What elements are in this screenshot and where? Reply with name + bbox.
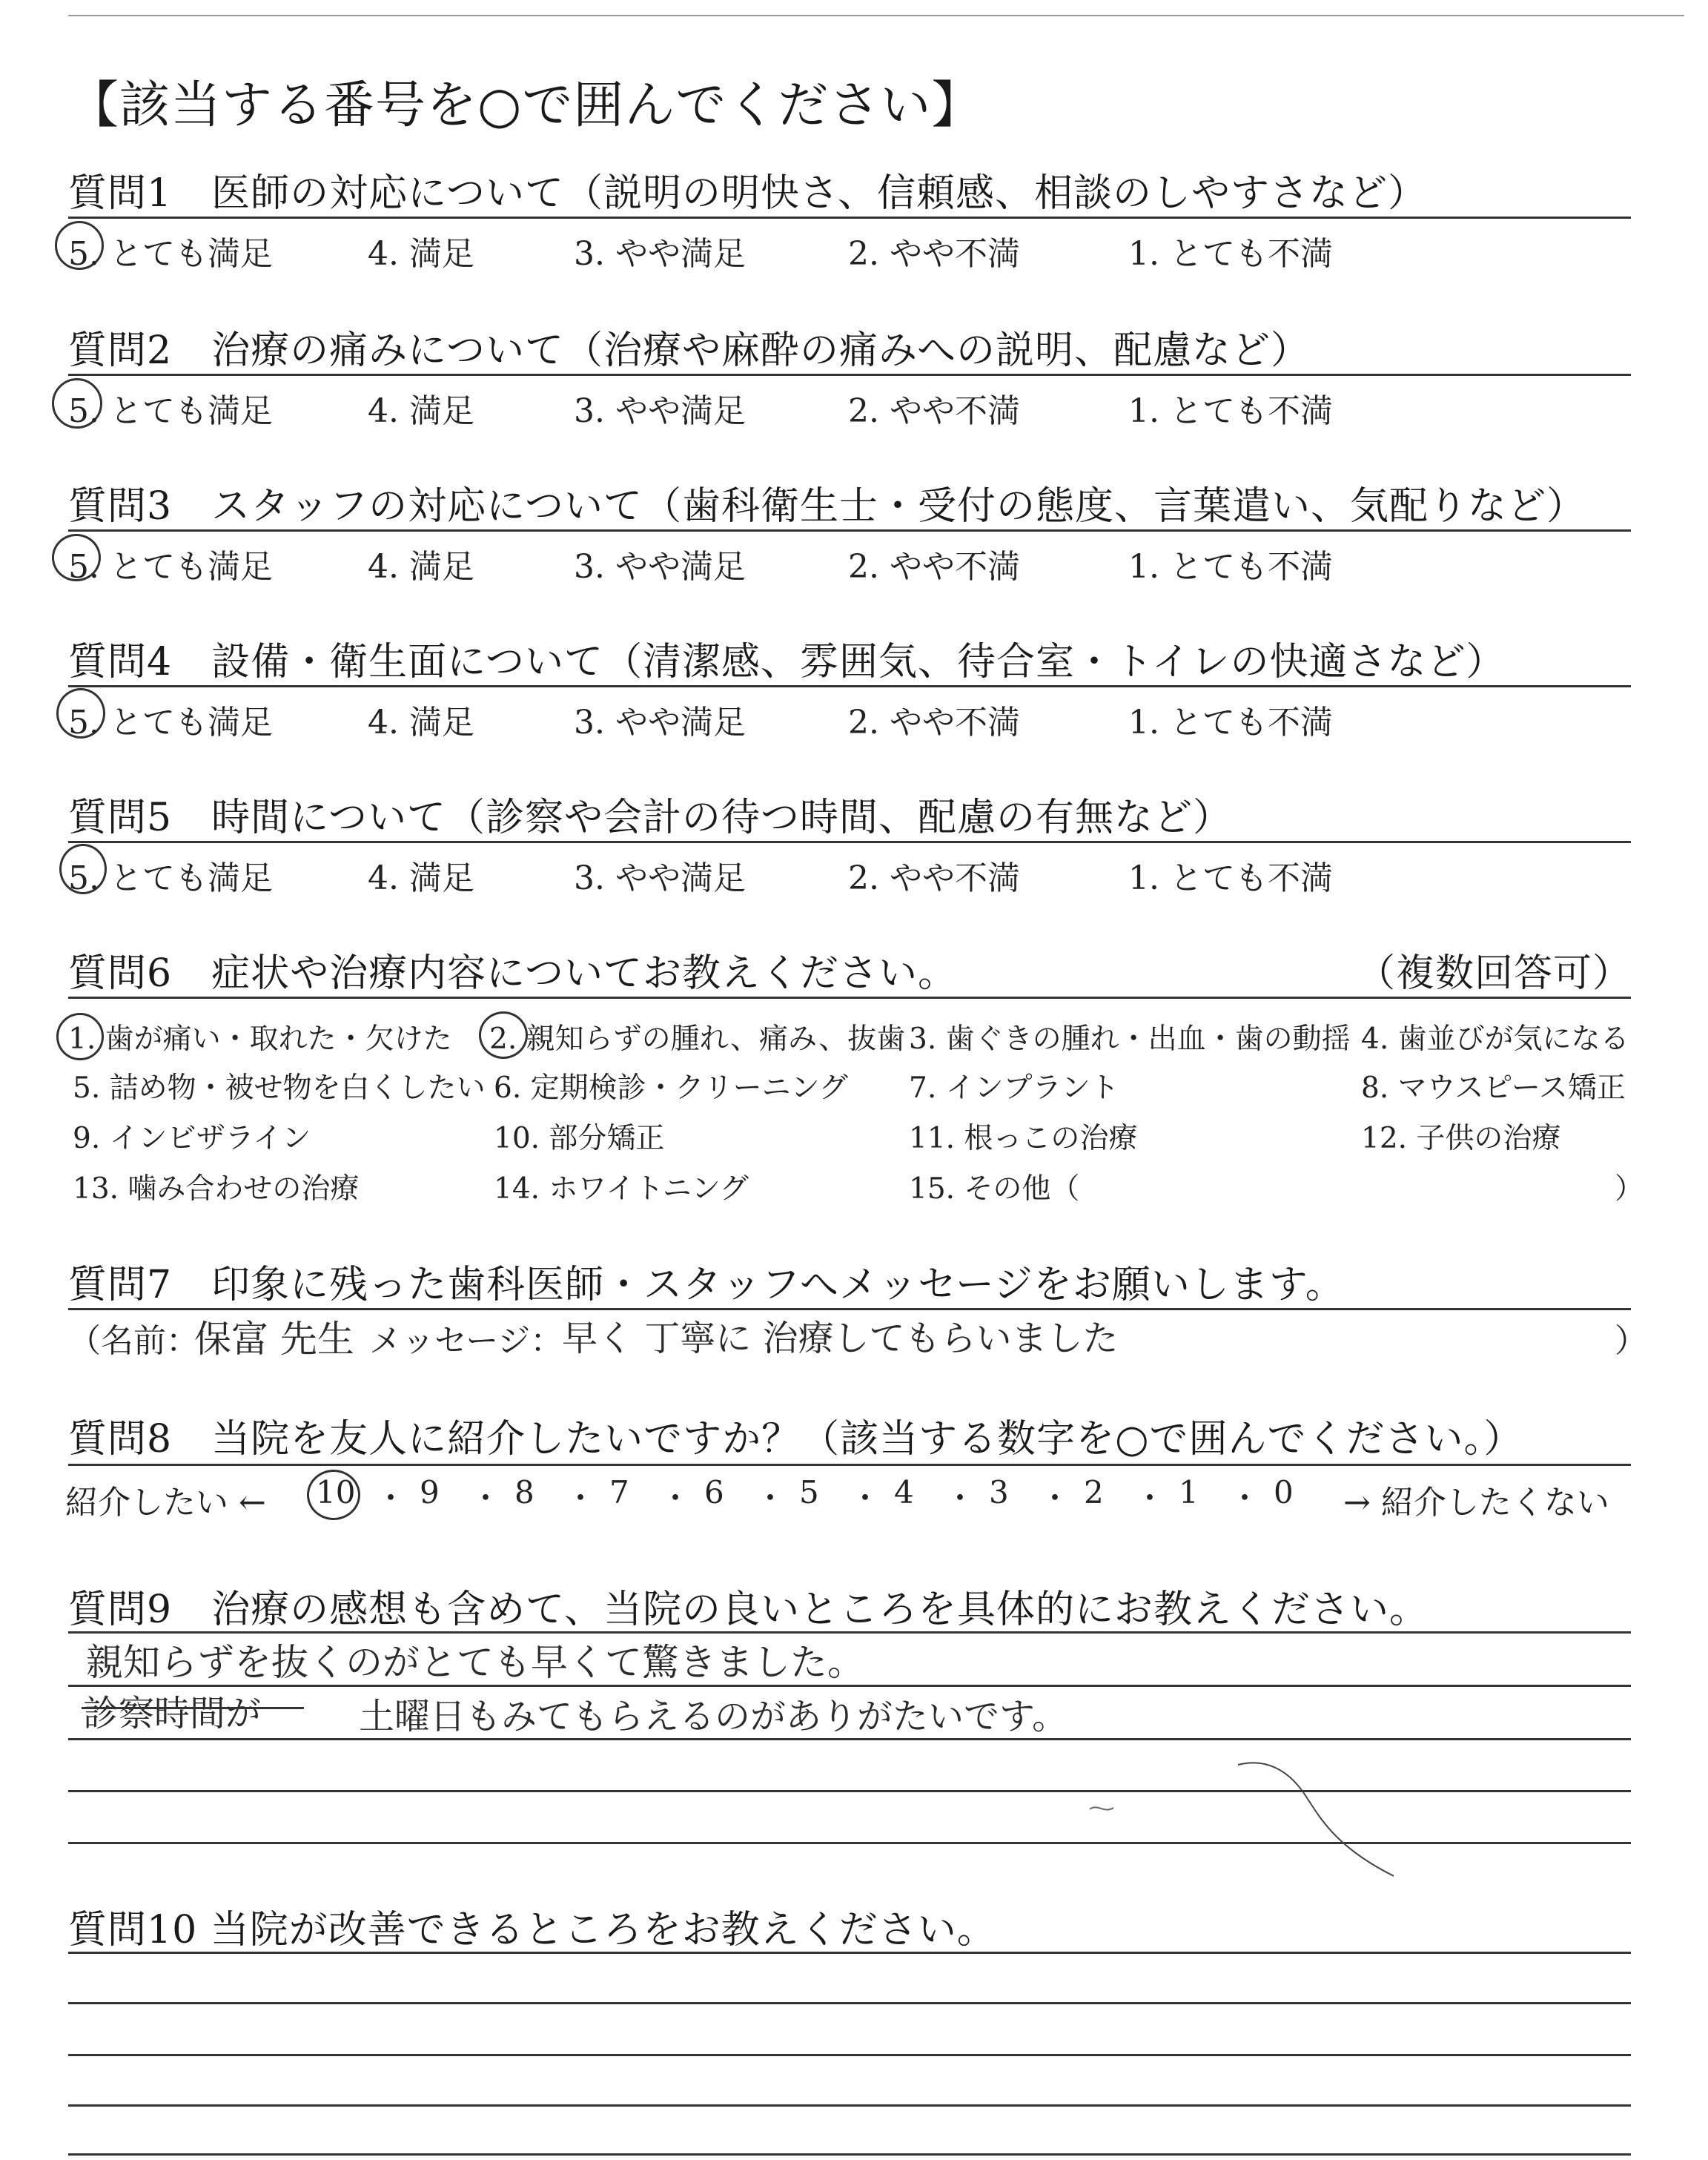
question-6-rule xyxy=(68,997,1631,999)
symptom-item[interactable]: 8. マウスピース矯正 xyxy=(1361,1071,1626,1105)
question-8-title: 質問8 当院を友人に紹介したいですか？（該当する数字を○で囲んでください。） xyxy=(68,1417,1523,1462)
other-close-paren: ） xyxy=(1615,1172,1644,1206)
scale-separator: ・ xyxy=(944,1480,976,1516)
scale-separator: ・ xyxy=(375,1480,407,1516)
scale-value-10[interactable]: 10 xyxy=(316,1474,356,1510)
good-points-line-1[interactable]: 親知らずを抜くのがとても早くて驚きました。 xyxy=(86,1641,864,1684)
option-3[interactable]: 3. やや満足 xyxy=(574,548,746,586)
option-1[interactable]: 1. とても不満 xyxy=(1128,392,1333,430)
recommend-left-label: 紹介したい ← xyxy=(65,1484,266,1522)
question-7-title: 質問7 印象に残った歯科医師・スタッフへメッセージをお願いします。 xyxy=(68,1263,1345,1307)
scale-separator: ・ xyxy=(470,1480,502,1516)
symptom-item[interactable]: 7. インプラント xyxy=(909,1071,1119,1105)
question-6-title: 質問6 症状や治療内容についてお教えください。 xyxy=(68,951,958,996)
option-2[interactable]: 2. やや不満 xyxy=(848,548,1020,586)
scale-value-5[interactable]: 5 xyxy=(799,1474,819,1510)
top-border xyxy=(68,15,1684,16)
scale-value-9[interactable]: 9 xyxy=(420,1474,440,1510)
multiple-answers-note: （複数回答可） xyxy=(1357,951,1632,996)
scale-value-7[interactable]: 7 xyxy=(609,1474,629,1510)
question-5-rule xyxy=(68,841,1631,843)
option-3[interactable]: 3. やや満足 xyxy=(574,859,746,897)
symptom-item[interactable]: 14. ホワイトニング xyxy=(494,1172,749,1206)
message-label: メッセージ： xyxy=(369,1322,563,1360)
scale-value-3[interactable]: 3 xyxy=(989,1474,1009,1510)
option-2[interactable]: 2. やや不満 xyxy=(848,859,1020,897)
answer-line xyxy=(68,2054,1631,2056)
answer-line xyxy=(68,2153,1631,2156)
page-header: 【該当する番号を○で囲んでください】 xyxy=(68,76,983,135)
symptom-item[interactable]: 15. その他（ xyxy=(909,1172,1080,1206)
question-4-rule xyxy=(68,685,1631,687)
option-1[interactable]: 1. とても不満 xyxy=(1128,704,1333,742)
option-4[interactable]: 4. 満足 xyxy=(368,392,474,430)
symptom-item[interactable]: 2. 親知らずの腫れ、痛み、抜歯 xyxy=(489,1023,906,1056)
question-1-rule xyxy=(68,217,1631,219)
question-2-title: 質問2 治療の痛みについて（治療や麻酔の痛みへの説明、配慮など） xyxy=(68,328,1311,373)
question-2-rule xyxy=(68,374,1631,376)
scale-separator: ・ xyxy=(850,1480,881,1516)
selected-circle xyxy=(307,1470,360,1520)
good-points-line-2[interactable]: 土曜日もみてもらえるのがありがたいです。 xyxy=(359,1696,1068,1737)
symptom-item[interactable]: 10. 部分矯正 xyxy=(494,1122,665,1155)
symptom-item[interactable]: 1. 歯が痛い・取れた・欠けた xyxy=(68,1023,452,1056)
option-4[interactable]: 4. 満足 xyxy=(368,859,474,897)
question-5-title: 質問5 時間について（診察や会計の待つ時間、配慮の有無など） xyxy=(68,796,1233,840)
message-value[interactable]: 早く 丁寧に 治療してもらいました xyxy=(562,1318,1119,1359)
good-points-struck-text: 診察時間が xyxy=(83,1693,262,1734)
scale-separator: ・ xyxy=(1229,1480,1261,1516)
symptom-item[interactable]: 4. 歯並びが気になる xyxy=(1361,1023,1629,1056)
option-5[interactable]: 5. とても満足 xyxy=(68,704,273,742)
option-2[interactable]: 2. やや不満 xyxy=(848,392,1020,430)
strikethrough xyxy=(82,1707,304,1709)
stray-pen-mark xyxy=(1082,1757,1423,1883)
name-label: （名前： xyxy=(68,1322,199,1360)
scale-separator: ・ xyxy=(1039,1480,1071,1516)
symptom-item[interactable]: 9. インビザライン xyxy=(73,1122,311,1155)
recommend-right-label: → 紹介したくない xyxy=(1343,1484,1609,1522)
scale-separator: ・ xyxy=(660,1480,692,1516)
answer-line xyxy=(68,2104,1631,2107)
option-4[interactable]: 4. 満足 xyxy=(368,548,474,586)
scale-value-2[interactable]: 2 xyxy=(1084,1474,1104,1510)
scale-separator: ・ xyxy=(565,1480,597,1516)
question-8-rule xyxy=(68,1464,1631,1466)
option-1[interactable]: 1. とても不満 xyxy=(1128,235,1333,273)
option-1[interactable]: 1. とても不満 xyxy=(1128,548,1333,586)
option-5[interactable]: 5. とても満足 xyxy=(68,235,273,273)
symptom-item[interactable]: 13. 噛み合わせの治療 xyxy=(73,1172,360,1206)
question-1-title: 質問1 医師の対応について（説明の明快さ、信頼感、相談のしやすさなど） xyxy=(68,171,1427,216)
option-5[interactable]: 5. とても満足 xyxy=(68,548,273,586)
symptom-item[interactable]: 11. 根っこの治療 xyxy=(909,1122,1138,1155)
message-close-paren: ） xyxy=(1615,1322,1647,1360)
scale-separator: ・ xyxy=(1134,1480,1166,1516)
scale-value-0[interactable]: 0 xyxy=(1274,1474,1294,1510)
symptom-item[interactable]: 12. 子供の治療 xyxy=(1361,1122,1561,1155)
option-5[interactable]: 5. とても満足 xyxy=(68,392,273,430)
answer-line xyxy=(68,2002,1631,2004)
option-4[interactable]: 4. 満足 xyxy=(368,235,474,273)
option-5[interactable]: 5. とても満足 xyxy=(68,859,273,897)
option-1[interactable]: 1. とても不満 xyxy=(1128,859,1333,897)
symptom-item[interactable]: 3. 歯ぐきの腫れ・出血・歯の動揺 xyxy=(909,1023,1351,1056)
option-3[interactable]: 3. やや満足 xyxy=(574,704,746,742)
answer-line xyxy=(68,1952,1631,1954)
scale-value-1[interactable]: 1 xyxy=(1179,1474,1199,1510)
question-4-title: 質問4 設備・衛生面について（清潔感、雰囲気、待合室・トイレの快適さなど） xyxy=(68,640,1506,684)
question-3-title: 質問3 スタッフの対応について（歯科衛生士・受付の態度、言葉遣い、気配りなど） xyxy=(68,484,1586,529)
option-2[interactable]: 2. やや不満 xyxy=(848,704,1020,742)
symptom-item[interactable]: 5. 詰め物・被せ物を白くしたい xyxy=(73,1071,486,1105)
scale-value-6[interactable]: 6 xyxy=(704,1474,724,1510)
option-2[interactable]: 2. やや不満 xyxy=(848,235,1020,273)
option-3[interactable]: 3. やや満足 xyxy=(574,235,746,273)
scale-value-4[interactable]: 4 xyxy=(894,1474,914,1510)
scale-separator: ・ xyxy=(755,1480,787,1516)
question-10-title: 質問10 当院が改善できるところをお教えください。 xyxy=(68,1908,996,1952)
name-value[interactable]: 保富 先生 xyxy=(194,1318,354,1361)
option-3[interactable]: 3. やや満足 xyxy=(574,392,746,430)
option-4[interactable]: 4. 満足 xyxy=(368,704,474,742)
symptom-item[interactable]: 6. 定期検診・クリーニング xyxy=(494,1071,848,1105)
scale-value-8[interactable]: 8 xyxy=(514,1474,534,1510)
question-3-rule xyxy=(68,529,1631,532)
question-9-title: 質問9 治療の感想も含めて、当院の良いところを具体的にお教えください。 xyxy=(68,1588,1429,1632)
